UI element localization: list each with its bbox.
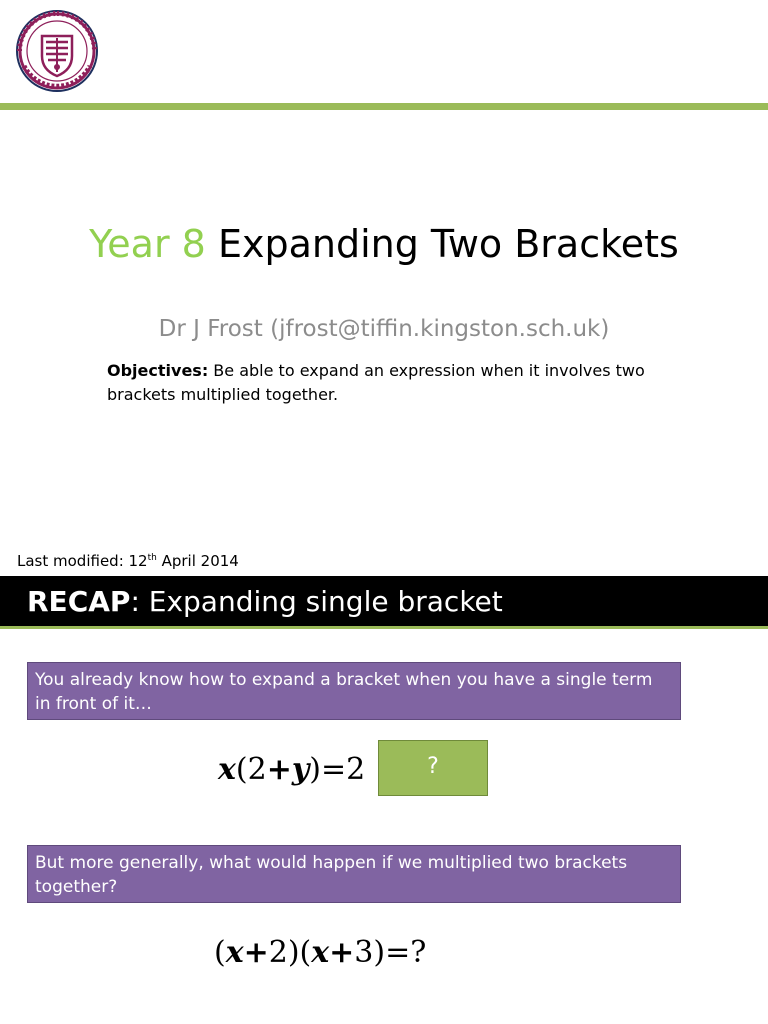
recap-title-bold: RECAP (27, 585, 131, 618)
last-modified-ordinal: th (147, 553, 157, 563)
last-modified-suffix: April 2014 (156, 552, 239, 570)
slide-title (0, 216, 768, 272)
title-main-label: Expanding Two Brackets (217, 222, 679, 266)
last-modified-prefix: Last modified: 12 (17, 552, 148, 570)
header-rule (0, 103, 768, 110)
two-bracket-prompt: But more generally, what would happen if we multiplied two brackets together? (27, 845, 681, 903)
single-bracket-equation (218, 750, 365, 790)
reveal-answer-button[interactable]: ? (378, 740, 488, 796)
objectives-label: Objectives: (107, 361, 209, 380)
recap-header-bar (0, 576, 768, 626)
last-modified-note (17, 547, 239, 572)
recap-title-rest: : Expanding single bracket (130, 585, 503, 618)
recap-title (27, 582, 503, 622)
single-bracket-prompt: You already know how to expand a bracket when you have a single term in front of it… (27, 662, 681, 720)
recap-slide (0, 576, 768, 1024)
recap-header-rule (0, 626, 768, 629)
equation-single-text: x(2+y)=2 (218, 752, 366, 787)
objectives-paragraph (107, 359, 647, 406)
title-year-label: Year 8 (89, 222, 206, 266)
author-subtitle: Dr J Frost (jfrost@tiffin.kingston.sch.uk) (158, 316, 610, 342)
two-bracket-equation (214, 933, 426, 973)
objectives-text: Be able to expand an expression when it involves two brackets multiplied together. (107, 361, 645, 404)
equation-double-text: (x+2)(x+3)=? (214, 935, 427, 970)
school-crest-icon (16, 10, 98, 92)
